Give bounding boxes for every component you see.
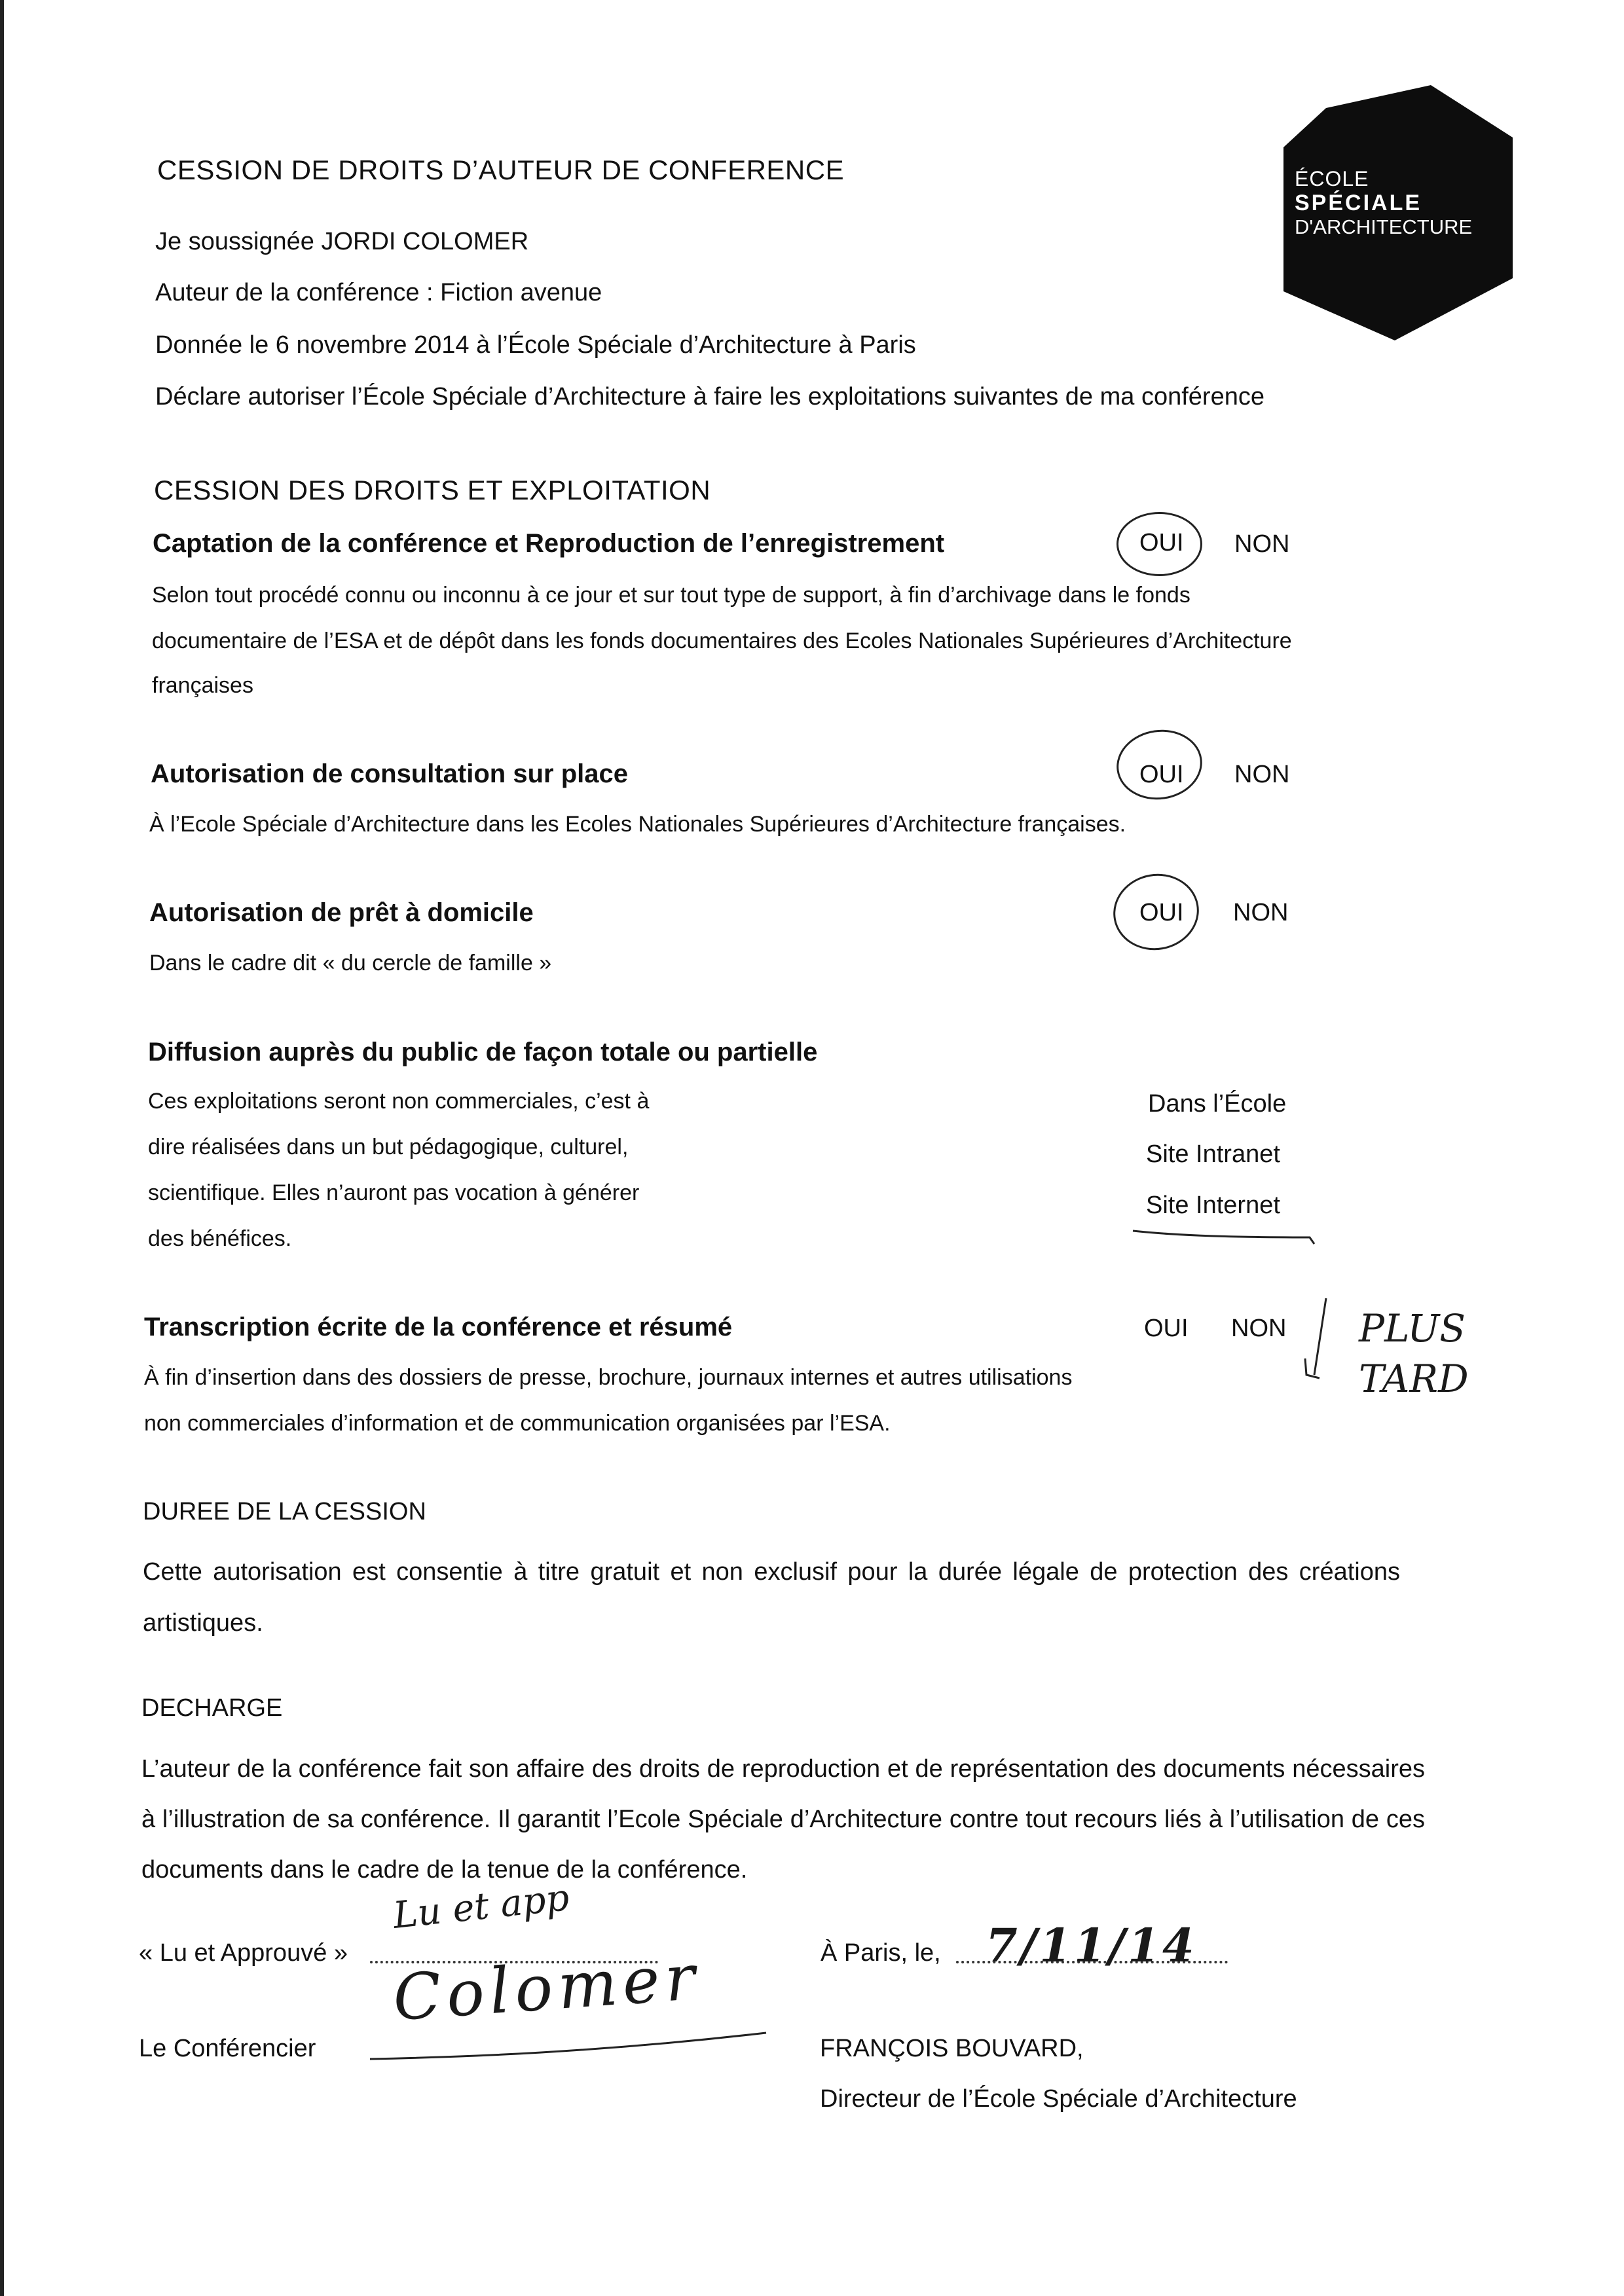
logo-line-3: D'ARCHITECTURE (1295, 215, 1473, 238)
discharge-text: L’auteur de la conférence fait son affaire des droits de reproduction et de représentation des documents nécessaires à l’illustration de sa conférence. Il garantit l’Ecole Spéciale d’Architecture contre tout recours liés à l’utilisation de ces documents dans le cadre de la tenue de la conférence. (141, 1755, 1425, 1884)
logo-line-2: SPÉCIALE (1295, 191, 1422, 215)
transcription-text-2: non commerciales d’information et de communication organisées par l’ESA. (144, 1411, 891, 1436)
consultation-no[interactable]: NON (1234, 761, 1290, 788)
consultation-yes[interactable]: OUI (1139, 761, 1184, 788)
transcription-yes[interactable]: OUI (1144, 1315, 1189, 1342)
document-title: CESSION DE DROITS D’AUTEUR DE CONFERENCE (157, 155, 845, 185)
place-label: À Paris, le, (821, 1939, 941, 1967)
signature-line (367, 2023, 773, 2069)
captation-text-3: françaises (152, 673, 253, 698)
handwritten-approved: Lu et app (391, 1876, 572, 1937)
page-edge (0, 0, 4, 2296)
captation-text-2: documentaire de l’ESA et de dépôt dans les fonds documentaires des Ecoles Nationales Supérieures d’Architecture (152, 629, 1292, 653)
diffusion-option-internet[interactable]: Site Internet (1146, 1192, 1280, 1219)
transcription-title: Transcription écrite de la conférence et résumé (144, 1313, 733, 1341)
loan-title: Autorisation de prêt à domicile (149, 898, 534, 927)
intro-given: Donnée le 6 novembre 2014 à l’École Spéciale d’Architecture à Paris (155, 331, 916, 359)
diffusion-text-1: Ces exploitations seront non commerciales, c’est à (148, 1089, 650, 1114)
loan-text: Dans le cadre dit « du cercle de famille » (149, 951, 552, 975)
transcription-text-1: À fin d’insertion dans des dossiers de presse, brochure, journaux internes et autres utilisations (144, 1365, 1073, 1390)
loan-no[interactable]: NON (1233, 899, 1289, 926)
captation-no[interactable]: NON (1234, 530, 1290, 558)
diffusion-option-intranet[interactable]: Site Intranet (1146, 1140, 1280, 1168)
captation-title: Captation de la conférence et Reproduction de l’enregistrement (153, 529, 945, 558)
handwritten-bracket-mark (1300, 1293, 1339, 1385)
logo-line-1: ÉCOLE (1295, 167, 1369, 191)
handwritten-signature: Colomer (390, 1940, 703, 2035)
diffusion-option-school[interactable]: Dans l’École (1148, 1090, 1287, 1118)
intro-declare: Déclare autoriser l’École Spéciale d’Architecture à faire les exploitations suivantes de ma conférence (155, 383, 1264, 410)
consultation-title: Autorisation de consultation sur place (151, 759, 628, 788)
rights-heading: CESSION DES DROITS ET EXPLOITATION (154, 475, 711, 505)
captation-yes[interactable]: OUI (1139, 529, 1184, 556)
handwritten-date: 7/11/14 (986, 1918, 1197, 1973)
loan-yes[interactable]: OUI (1139, 899, 1184, 926)
discharge-heading: DECHARGE (141, 1694, 283, 1722)
transcription-no[interactable]: NON (1231, 1315, 1287, 1342)
speaker-label: Le Conférencier (139, 2035, 316, 2062)
director-name: FRANÇOIS BOUVARD, (820, 2035, 1084, 2062)
handwritten-later-1: PLUS (1359, 1306, 1466, 1351)
diffusion-text-2: dire réalisées dans un but pédagogique, culturel, (148, 1135, 629, 1159)
diffusion-text-4: des bénéfices. (148, 1226, 292, 1251)
diffusion-title: Diffusion auprès du public de façon totale ou partielle (148, 1038, 818, 1066)
intro-author: Auteur de la conférence : Fiction avenue (155, 279, 602, 306)
captation-text-1: Selon tout procédé connu ou inconnu à ce jour et sur tout type de support, à fin d’archivage dans le fonds (152, 583, 1190, 608)
consultation-text: À l’Ecole Spéciale d’Architecture dans les Ecoles Nationales Supérieures d’Architecture françaises. (149, 812, 1126, 837)
handwritten-later-2: TARD (1359, 1357, 1469, 1401)
approved-label: « Lu et Approuvé » (139, 1939, 348, 1967)
duration-heading: DUREE DE LA CESSION (143, 1498, 426, 1525)
intro-undersigned: Je soussignée JORDI COLOMER (155, 228, 529, 255)
school-logo (1280, 82, 1516, 344)
duration-text: Cette autorisation est consentie à titre gratuit et non exclusif pour la durée légale de protection des créations artistiques. (143, 1558, 1400, 1637)
diffusion-text-3: scientifique. Elles n’auront pas vocation à générer (148, 1180, 640, 1205)
internet-underline-mark (1130, 1222, 1316, 1248)
director-title: Directeur de l’École Spéciale d’Architecture (820, 2085, 1297, 2113)
